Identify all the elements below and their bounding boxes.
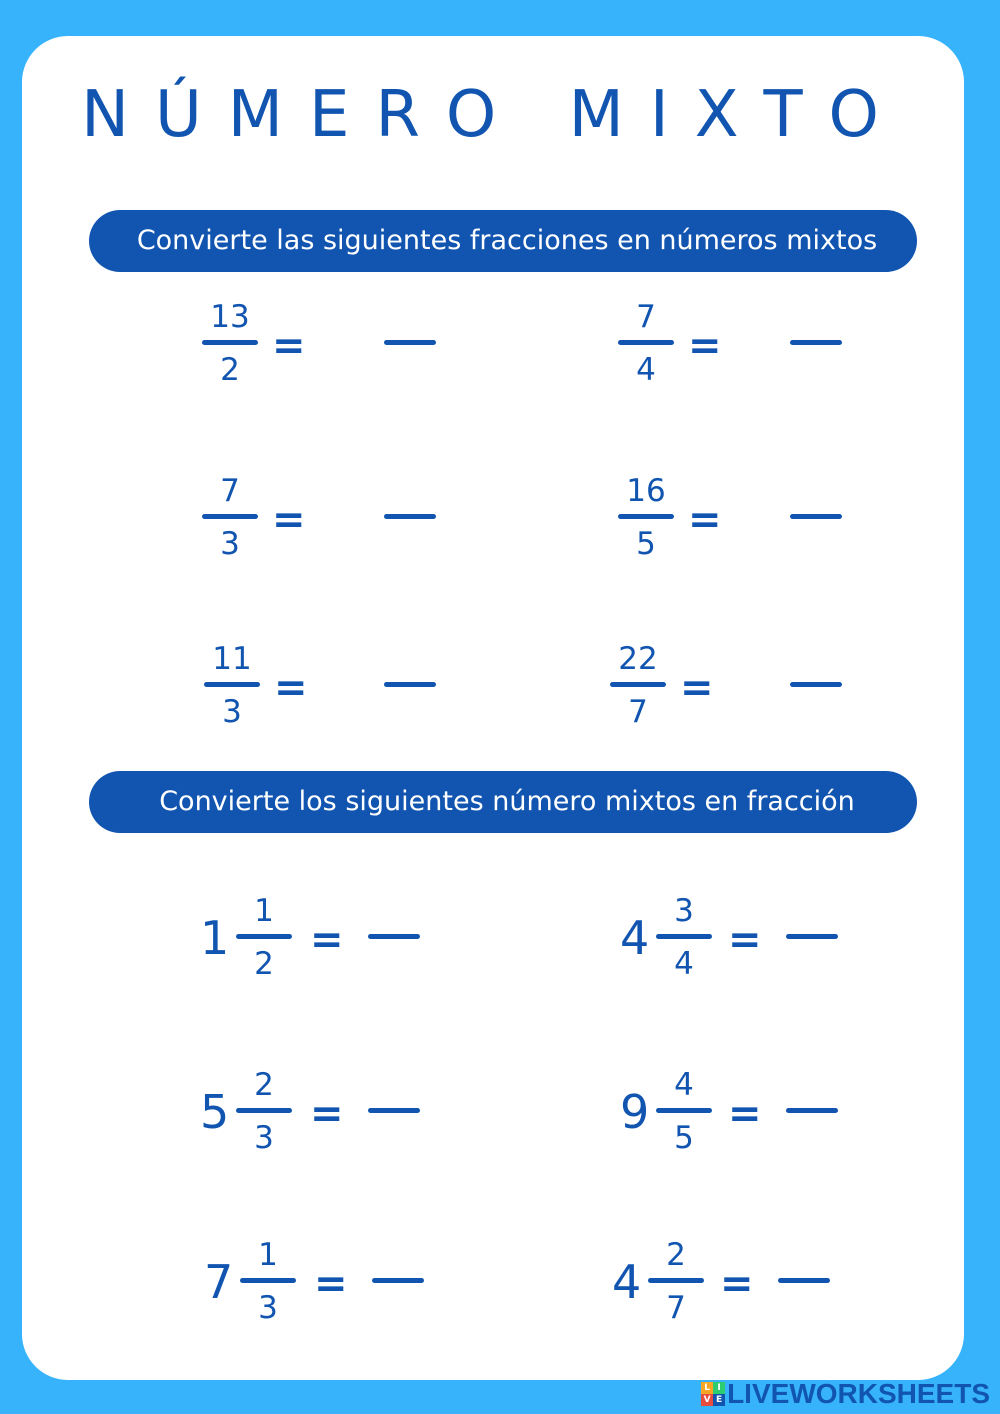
instruction-banner-1: Convierte las siguientes fracciones en números mixtos	[89, 210, 917, 272]
equals-sign: =	[680, 665, 714, 711]
fraction	[656, 892, 712, 983]
instruction-banner-2: Convierte los siguientes número mixtos en fracción	[89, 771, 917, 833]
fraction-bar	[236, 934, 292, 939]
fraction	[618, 298, 674, 389]
fraction	[656, 1066, 712, 1157]
fraction-bar	[202, 340, 258, 345]
answer-blank[interactable]	[778, 1278, 830, 1283]
fraction	[618, 472, 674, 563]
equals-sign: =	[272, 497, 306, 543]
equals-sign: =	[728, 917, 762, 963]
fraction	[240, 1236, 296, 1327]
equals-sign: =	[688, 497, 722, 543]
denominator: 4	[636, 352, 656, 388]
exercise-2-3	[200, 1066, 460, 1166]
fraction	[610, 640, 666, 731]
answer-blank[interactable]	[786, 934, 838, 939]
numerator: 1	[254, 893, 274, 929]
exercise-1-6	[610, 640, 870, 740]
whole-number: 4	[612, 1255, 642, 1309]
whole-number: 4	[620, 911, 650, 965]
numerator: 3	[674, 893, 694, 929]
numerator: 13	[210, 299, 250, 335]
exercise-2-2	[620, 892, 880, 992]
exercise-2-6	[612, 1236, 872, 1336]
fraction	[202, 298, 258, 389]
liveworksheets-logo-icon	[701, 1382, 725, 1406]
numerator: 22	[618, 641, 658, 677]
answer-blank[interactable]	[368, 934, 420, 939]
denominator: 7	[628, 694, 648, 730]
equals-sign: =	[688, 323, 722, 369]
whole-number: 7	[204, 1255, 234, 1309]
fraction-bar	[202, 514, 258, 519]
fraction	[648, 1236, 704, 1327]
liveworksheets-logo-text: LIVEWORKSHEETS	[727, 1378, 990, 1409]
fraction	[236, 892, 292, 983]
fraction-bar	[618, 340, 674, 345]
whole-number: 5	[200, 1085, 230, 1139]
exercise-1-5	[204, 640, 464, 740]
equals-sign: =	[310, 1091, 344, 1137]
page-title: NÚMERO MIXTO	[81, 78, 905, 152]
answer-blank[interactable]	[384, 514, 436, 519]
equals-sign: =	[272, 323, 306, 369]
exercise-2-1	[200, 892, 460, 992]
exercise-2-5	[204, 1236, 464, 1336]
fraction-bar	[618, 514, 674, 519]
denominator: 2	[254, 946, 274, 982]
logo-badge-letter: V	[701, 1394, 713, 1406]
numerator: 2	[254, 1067, 274, 1103]
whole-number: 1	[200, 911, 230, 965]
answer-blank[interactable]	[790, 682, 842, 687]
answer-blank[interactable]	[786, 1108, 838, 1113]
exercise-1-2	[618, 298, 878, 398]
denominator: 2	[220, 352, 240, 388]
answer-blank[interactable]	[368, 1108, 420, 1113]
whole-number: 9	[620, 1085, 650, 1139]
fraction-bar	[648, 1278, 704, 1283]
exercise-1-3	[202, 472, 462, 572]
denominator: 3	[220, 526, 240, 562]
denominator: 5	[636, 526, 656, 562]
denominator: 5	[674, 1120, 694, 1156]
fraction-bar	[204, 682, 260, 687]
exercise-1-1	[202, 298, 462, 398]
denominator: 4	[674, 946, 694, 982]
fraction-bar	[656, 1108, 712, 1113]
equals-sign: =	[314, 1261, 348, 1307]
fraction-bar	[236, 1108, 292, 1113]
answer-blank[interactable]	[790, 514, 842, 519]
fraction	[202, 472, 258, 563]
numerator: 7	[220, 473, 240, 509]
fraction-bar	[610, 682, 666, 687]
numerator: 16	[626, 473, 666, 509]
logo-badge-letter: L	[701, 1382, 713, 1394]
fraction	[236, 1066, 292, 1157]
answer-blank[interactable]	[790, 340, 842, 345]
logo-badge-letter: I	[713, 1382, 725, 1394]
fraction	[204, 640, 260, 731]
logo-badge-letter: E	[713, 1394, 725, 1406]
fraction-bar	[240, 1278, 296, 1283]
equals-sign: =	[728, 1091, 762, 1137]
numerator: 1	[258, 1237, 278, 1273]
equals-sign: =	[274, 665, 308, 711]
liveworksheets-watermark	[701, 1380, 990, 1408]
equals-sign: =	[310, 917, 344, 963]
fraction-bar	[656, 934, 712, 939]
numerator: 7	[636, 299, 656, 335]
denominator: 7	[666, 1290, 686, 1326]
numerator: 11	[212, 641, 252, 677]
exercise-1-4	[618, 472, 878, 572]
denominator: 3	[258, 1290, 278, 1326]
numerator: 4	[674, 1067, 694, 1103]
exercise-2-4	[620, 1066, 880, 1166]
answer-blank[interactable]	[372, 1278, 424, 1283]
denominator: 3	[222, 694, 242, 730]
denominator: 3	[254, 1120, 274, 1156]
answer-blank[interactable]	[384, 340, 436, 345]
numerator: 2	[666, 1237, 686, 1273]
answer-blank[interactable]	[384, 682, 436, 687]
equals-sign: =	[720, 1261, 754, 1307]
